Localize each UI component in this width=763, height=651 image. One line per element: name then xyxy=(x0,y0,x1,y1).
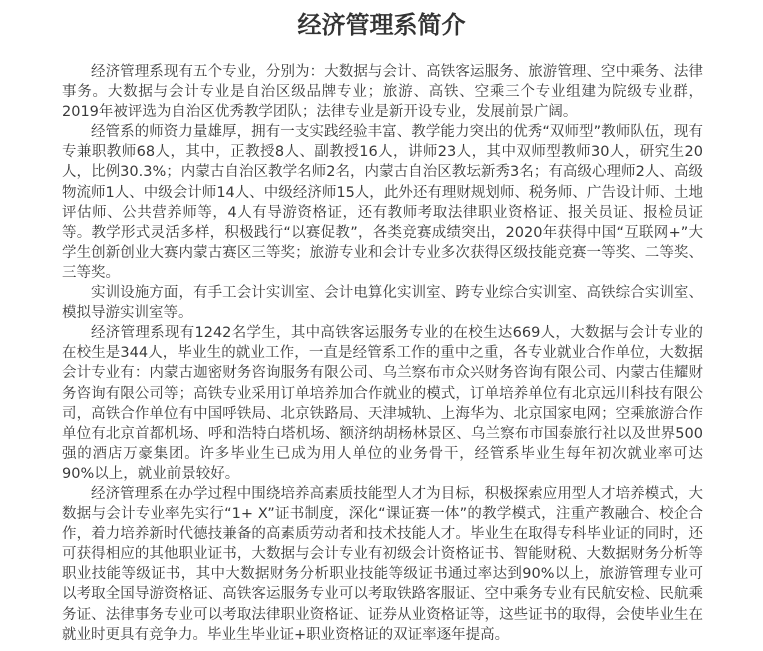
paragraph-faculty: 经管系的师资力量雄厚，拥有一支实践经验丰富、教学能力突出的优秀“双师型”教师队伍，现有专兼职教师68人，其中，正教授8人、副教授16人，讲师23人，其中双师型教师30人，研究生20人，比例30.3%；内蒙古自治区教学名师2名，内蒙古自治区教坛新秀3名；有高级心理师2人、高级物流师1人、中级会计师14人、中级经济师15人，此外还有理财规划师、税务师、广告设计师、土地评估师、公共营养师等，4人有导游资格证，还有教师考取法律职业资格证、报关员证、报检员证等。教学形式灵活多样，积极践行“以赛促教”，各类竞赛成绩突出，2020年获得中国“互联网+”大学生创新创业大赛内蒙古赛区三等奖；旅游专业和会计专业多次获得区级技能竞赛一等奖、二等奖、三等奖。 xyxy=(62,124,703,281)
paragraph-majors: 经济管理系现有五个专业，分别为：大数据与会计、高铁客运服务、旅游管理、空中乘务、法律事务。大数据与会计专业是自治区级品牌专业；旅游、高铁、空乘三个专业组建为院级专业群，2019年被评选为自治区优秀教学团队；法律专业是新开设专业，发展前景广阔。 xyxy=(62,64,703,121)
page-title: 经济管理系简介 xyxy=(297,11,466,39)
paragraph-students-employment: 经济管理系现有1242名学生，其中高铁客运服务专业的在校生达669人，大数据与会计专业的在校生是344人，毕业生的就业工作，一直是经管系工作的重中之重，各专业就业合作单位，大数据会计专业有：内蒙古迦密财务咨询服务有限公司、乌兰察布市众兴财务咨询有限公司、内蒙古佳耀财务咨询有限公司等；高铁专业采用订单培养加合作就业的模式，订单培养单位有北京远川科技有限公司，高铁合作单位有中国呼铁局、北京铁路局、天津城轨、上海华为、北京国家电网；空乘旅游合作单位有北京首都机场、呼和浩特白塔机场、额济纳胡杨林景区、乌兰察布市国泰旅行社以及世界500强的酒店万豪集团。许多毕业生已成为用人单位的业务骨干，经管系毕业生每年初次就业率可达90%以上，就业前景较好。 xyxy=(62,325,703,482)
article-body xyxy=(62,62,703,645)
paragraph-certificates: 经济管理系在办学过程中围绕培养高素质技能型人才为目标，积极探索应用型人才培养模式，大数据与会计专业率先实行“1+ X”证书制度，深化“课证赛一体”的教学模式，注重产教融合、校企合作，着力培养新时代德技兼备的高素质劳动者和技术技能人才。毕业生在取得专科毕业证的同时，还可获得相应的其他职业证书，大数据与会计专业有初级会计资格证书、智能财税、大数据财务分析等职业技能等级证书，其中大数据财务分析职业技能等级证书通过率达到90%以上，旅游管理专业可以考取全国导游资格证、高铁客运服务专业可以考取铁路客服证、空中乘务专业有民航安检、民航乘务证、法律事务专业可以考取法律职业资格证、证券从业资格证等，这些证书的取得，会使毕业生在就业时更具有竞争力。毕业生毕业证+职业资格证的双证率逐年提高。 xyxy=(62,485,703,643)
paragraph-facilities: 实训设施方面，有手工会计实训室、会计电算化实训室、跨专业综合实训室、高铁综合实训室、模拟导游实训室等。 xyxy=(62,285,703,322)
